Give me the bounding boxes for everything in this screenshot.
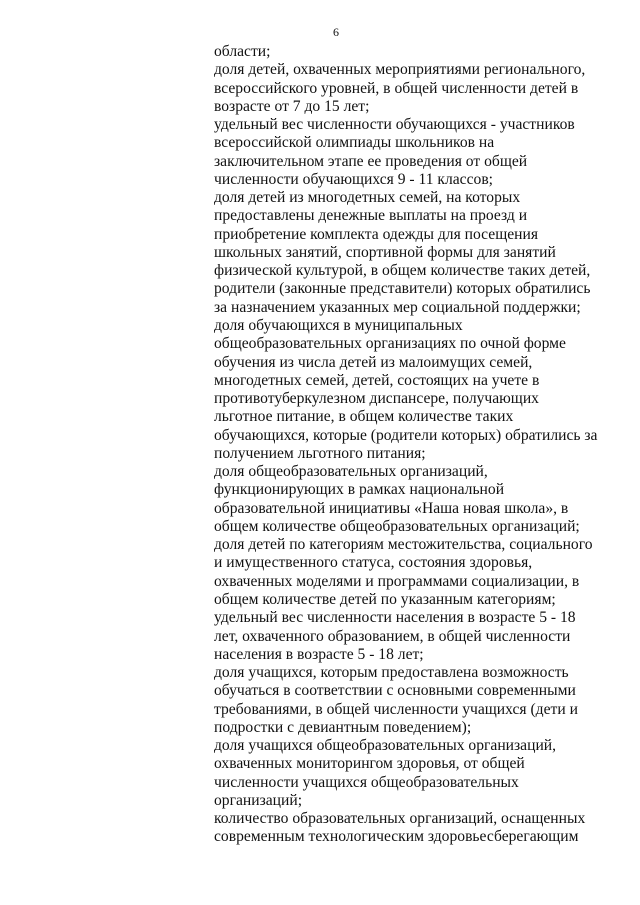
text-line: доля детей из многодетных семей, на которых xyxy=(214,189,521,207)
text-line: обучаться в соответствии с основными современными xyxy=(214,682,576,700)
text-line: физической культурой, в общем количестве таких детей, xyxy=(214,262,591,280)
text-line: родители (законные представители) которых обратились xyxy=(214,280,591,298)
text-line: доля обучающихся в муниципальных xyxy=(214,316,463,334)
text-line: охваченных мониторингом здоровья, от общей xyxy=(214,755,525,773)
text-line: требованиями, в общей численности учащихся (дети и xyxy=(214,700,578,718)
text-line: всероссийского уровней, в общей численности детей в xyxy=(214,79,579,97)
text-line: доля учащихся общеобразовательных организаций, xyxy=(214,737,557,755)
text-line: за назначением указанных мер социальной поддержки; xyxy=(214,298,581,316)
text-line: доля детей по категориям местожительства, социального xyxy=(214,536,593,554)
text-line: многодетных семей, детей, состоящих на учете в xyxy=(214,371,540,389)
text-line: противотуберкулезном диспансере, получающих xyxy=(214,390,539,408)
document-body xyxy=(214,43,597,847)
text-line: подростки с девиантным поведением); xyxy=(214,718,472,736)
text-line: получением льготного питания; xyxy=(214,444,426,462)
text-line: доля детей, охваченных мероприятиями регионального, xyxy=(214,61,586,79)
text-line: области; xyxy=(214,43,271,60)
text-line: численности учащихся общеобразовательных xyxy=(214,773,519,791)
text-line: функционирующих в рамках национальной xyxy=(214,481,505,499)
text-line: организаций; xyxy=(214,791,303,809)
text-line: количество образовательных организаций, оснащенных xyxy=(214,810,586,828)
text-line: возрасте от 7 до 15 лет; xyxy=(214,97,370,115)
text-line: удельный вес численности населения в возрасте 5 - 18 xyxy=(214,609,576,627)
text-line: численности обучающихся 9 - 11 классов; xyxy=(214,170,494,188)
text-line: льготное питание, в общем количестве таких xyxy=(214,408,514,426)
text-line: и имущественного статуса, состояния здоровья, xyxy=(214,554,533,572)
text-line: обучающихся, которые (родители которых) обратились за xyxy=(214,426,598,444)
text-line: заключительном этапе ее проведения от общей xyxy=(214,152,528,170)
text-line: образовательной инициативы «Наша новая школа», в xyxy=(214,499,569,517)
text-line: общем количестве детей по указанным категориям; xyxy=(214,590,556,608)
text-line: всероссийской олимпиады школьников на xyxy=(214,134,495,152)
text-line: обучения из числа детей из малоимущих семей, xyxy=(214,353,533,371)
text-line: доля общеобразовательных организаций, xyxy=(214,463,488,481)
text-line: доля учащихся, которым предоставлена возможность xyxy=(214,664,569,682)
text-line: общеобразовательных организациях по очной форме xyxy=(214,335,566,353)
text-line: общем количестве общеобразовательных организаций; xyxy=(214,517,580,535)
text-line: охваченных моделями и программами социализации, в xyxy=(214,572,580,590)
text-line: современным технологическим здоровьесберегающим xyxy=(214,828,579,846)
page-number: 6 xyxy=(333,25,339,39)
text-line: лет, охваченного образованием, в общей численности xyxy=(214,627,571,645)
text-line: удельный вес численности обучающихся - участников xyxy=(214,116,575,134)
text-line: школьных занятий, спортивной формы для занятий xyxy=(214,243,556,261)
text-line: предоставлены денежные выплаты на проезд и xyxy=(214,207,528,225)
text-line: приобретение комплекта одежды для посещения xyxy=(214,225,539,243)
text-line: населения в возрасте 5 - 18 лет; xyxy=(214,645,424,663)
